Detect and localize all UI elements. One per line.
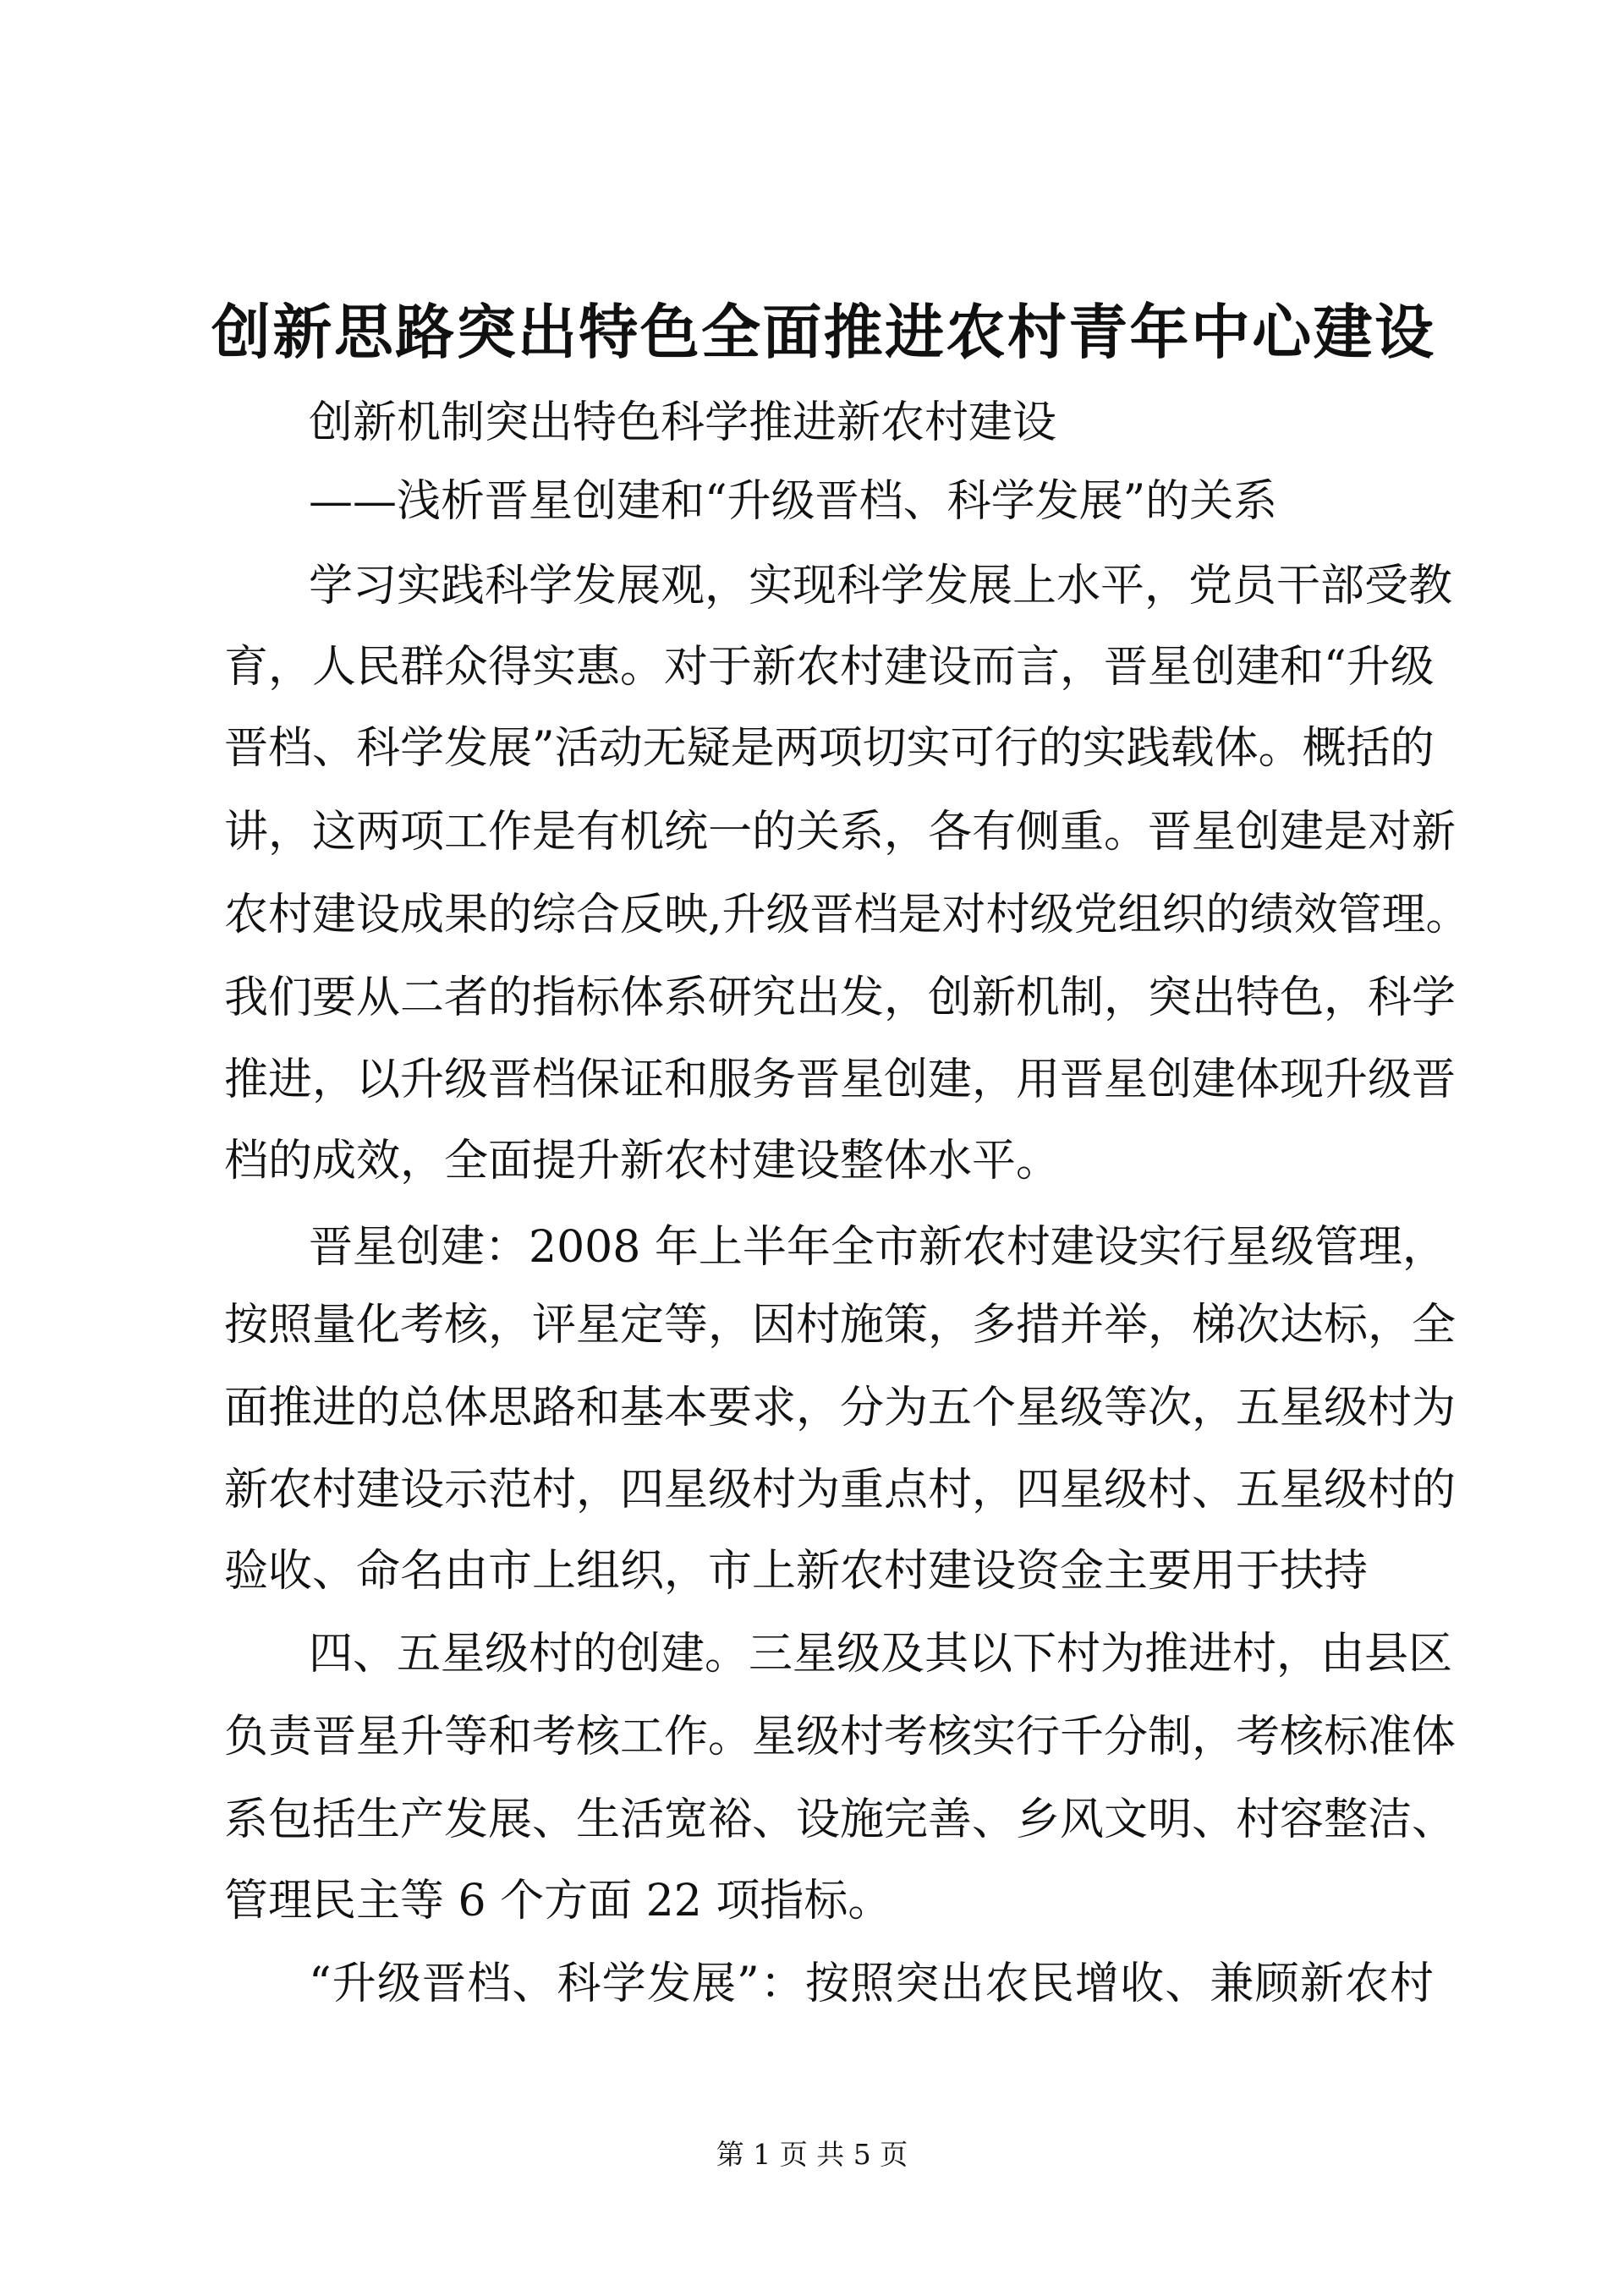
document-title: 创新思路突出特色全面推进农村青年中心建设: [211, 298, 1434, 367]
subtitle: 创新机制突出特色科学推进新农村建设: [309, 397, 1057, 448]
paragraph-line: 育，人民群众得实惠。对于新农村建设而言，晋星创建和“升级: [224, 642, 1435, 693]
paragraph-line: 管理民主等 6 个方面 22 项指标。: [224, 1876, 892, 1926]
page-number-footer: 第 1 页 共 5 页: [716, 2138, 908, 2171]
paragraph-line: 学习实践科学发展观，实现科学发展上水平，党员干部受教: [309, 561, 1453, 611]
paragraph-line: 我们要从二者的指标体系研究出发，创新机制，突出特色，科学: [224, 973, 1457, 1023]
paragraph-line: 负责晋星升等和考核工作。星级村考核实行千分制，考核标准体: [224, 1712, 1457, 1762]
paragraph-line: 新农村建设示范村，四星级村为重点村，四星级村、五星级村的: [224, 1465, 1457, 1515]
paragraph-line: 推进，以升级晋档保证和服务晋星创建，用晋星创建体现升级晋: [224, 1055, 1457, 1105]
paragraph-line: 档的成效，全面提升新农村建设整体水平。: [224, 1136, 1061, 1186]
paragraph-line: 四、五星级村的创建。三星级及其以下村为推进村，由县区: [309, 1629, 1453, 1680]
paragraph-line: 讲，这两项工作是有机统一的关系，各有侧重。晋星创建是对新: [224, 807, 1457, 858]
subtitle-secondary: ——浅析晋星创建和“升级晋档、科学发展”的关系: [309, 476, 1278, 527]
paragraph-line: 晋档、科学发展”活动无疑是两项切实可行的实践载体。概括的: [224, 723, 1435, 774]
paragraph-line: 系包括生产发展、生活宽裕、设施完善、乡风文明、村容整洁、: [224, 1795, 1457, 1845]
paragraph-line: 农村建设成果的综合反映,升级晋档是对村级党组织的绩效管理。: [224, 890, 1470, 940]
paragraph-line: 按照量化考核，评星定等，因村施策，多措并举，梯次达标，全: [224, 1300, 1457, 1351]
paragraph-line: 验收、命名由市上组织，市上新农村建设资金主要用于扶持: [224, 1546, 1369, 1597]
paragraph-line: 晋星创建：2008 年上半年全市新农村建设实行星级管理，: [309, 1222, 1446, 1273]
paragraph-line: “升级晋档、科学发展”：按照突出农民增收、兼顾新农村: [309, 1959, 1434, 2009]
paragraph-line: 面推进的总体思路和基本要求，分为五个星级等次，五星级村为: [224, 1383, 1457, 1433]
